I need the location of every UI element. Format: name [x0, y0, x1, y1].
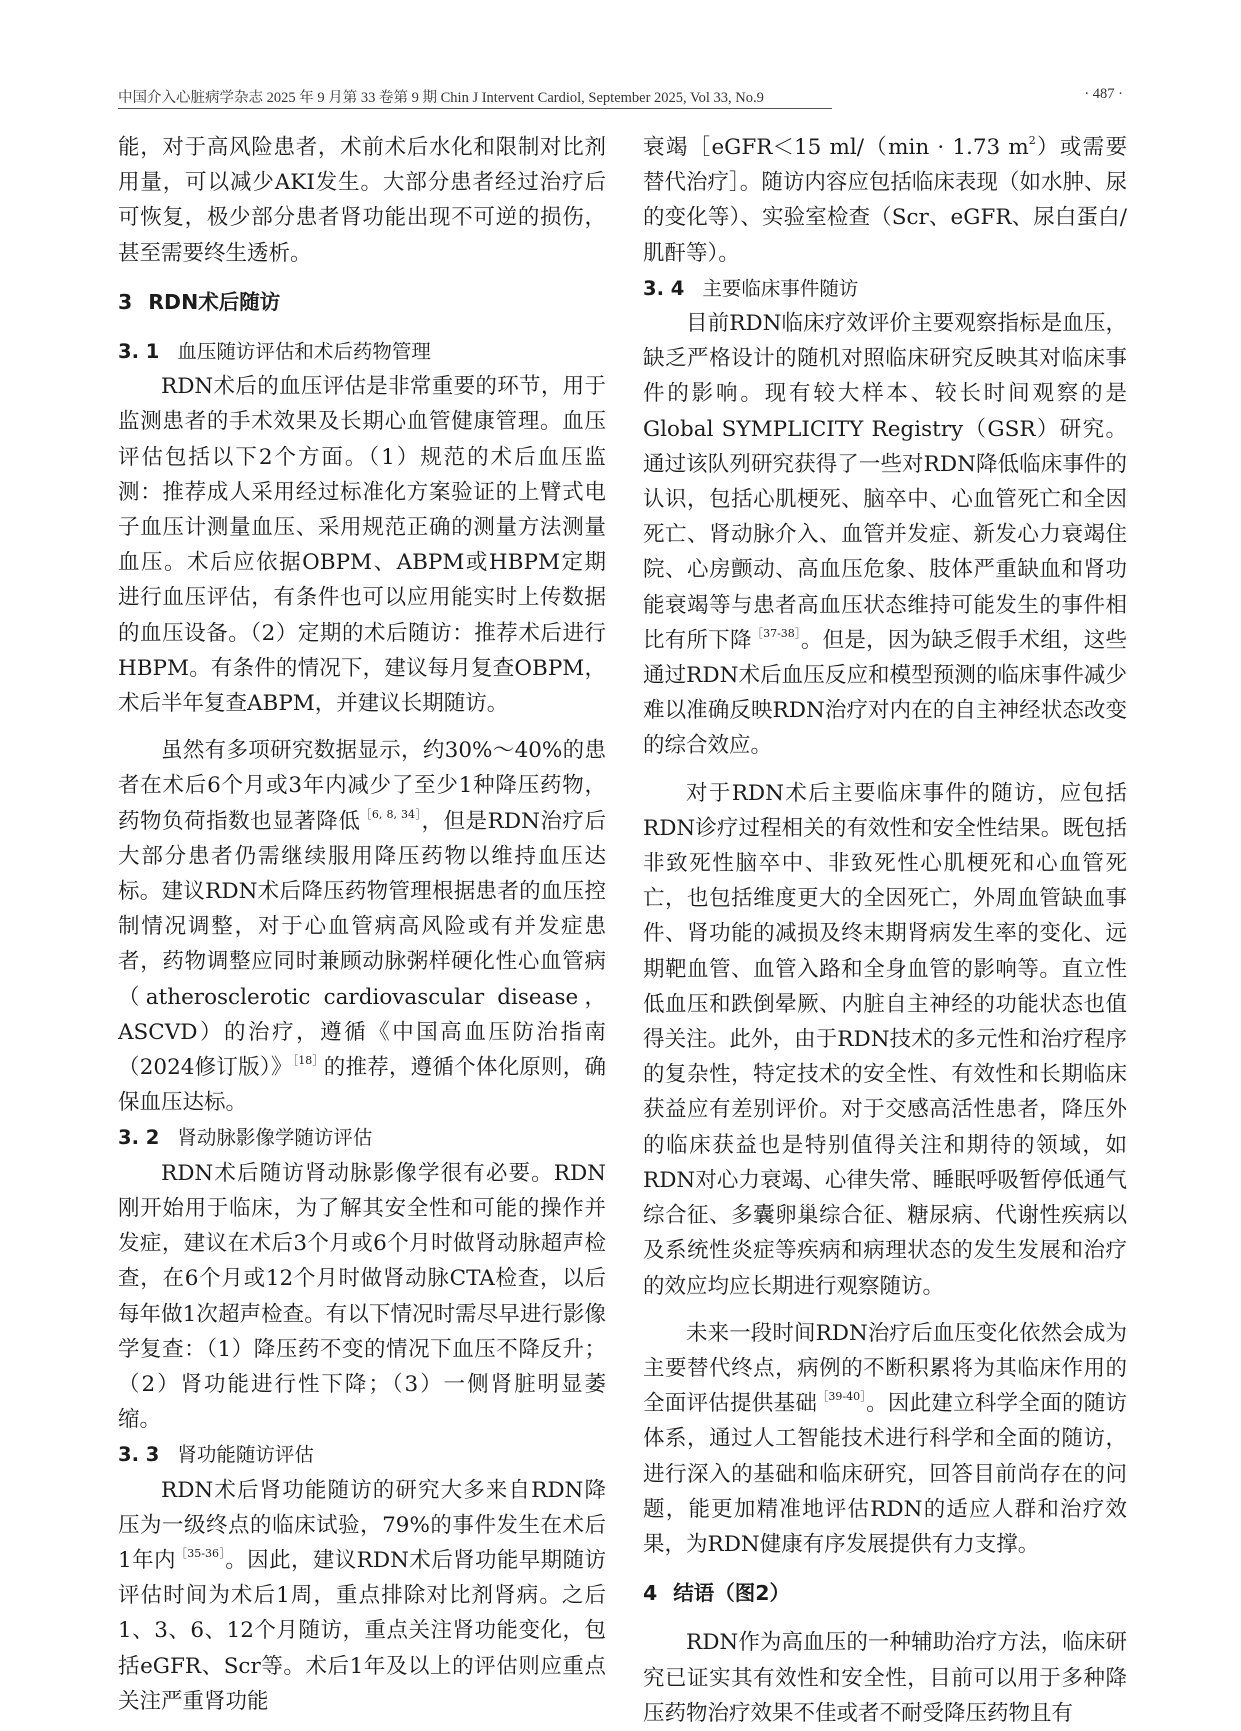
paragraph-3-4-c — [643, 1316, 1127, 1562]
section-number: 3. 1 — [118, 340, 160, 364]
citation-ref: ［39-40］ — [817, 1390, 867, 1404]
section-3-1-heading — [118, 334, 606, 369]
section-number: 4 — [643, 1581, 658, 1606]
section-title: RDN术后随访 — [148, 289, 281, 314]
paragraph-3-1-b — [118, 733, 606, 1120]
section-4-heading — [643, 1576, 1127, 1611]
section-title: 肾动脉影像学随访评估 — [177, 1126, 373, 1150]
section-3-3-heading — [118, 1437, 606, 1472]
journal-citation: 中国介入心脏病学杂志 2025 年 9 月第 33 卷第 9 期 Chin J Intervent Cardiol, September 2025, Vol 33, No.9 — [118, 90, 764, 106]
right-column — [643, 130, 1127, 1731]
paragraph-3-4-b: 对于RDN术后主要临床事件的随访，应包括RDN诊疗过程相关的有效性和安全性结果。既包括非致死性脑卒中、非致死性心肌梗死和心血管死亡，也包括维度更大的全因死亡，外周血管缺血事件、肾功能的减损及终末期肾病发生率的变化、远期靶血管、血管入路和全身血管的影响等。直立性低血压和跌倒晕厥、内脏自主神经的功能状态也值得关注。此外，由于RDN技术的多元性和治疗程序的复杂性，特定技术的安全性、有效性和长期临床获益应有差别评价。对于交感高活性患者，降压外的临床获益也是特别值得关注和期待的领域，如RDN对心力衰竭、心律失常、睡眠呼吸暂停低通气综合征、多囊卵巢综合征、糖尿病、代谢性疾病以及系统性炎症等疾病和病理状态的发生发展和治疗的效应均应长期进行观察随访。 — [643, 780, 1127, 1299]
section-title: 主要临床事件随访 — [702, 276, 859, 300]
paragraph-text: ，但是RDN治疗后大部分患者仍需继续服用降压药物以维持血压达标。建议RDN术后降压药物管理根据患者的血压控制情况调整，对于心血管病高风险或有并发症患者，药物调整应同时兼顾动脉粥样硬化性心血管病（atherosclerotic cardiovascular disease，ASCVD）的治疗，遵循《中国高血压防治指南（2024修订版）》 — [118, 808, 606, 1081]
paragraph-text: 。因此，建议RDN术后肾功能早期随访评估时间为术后1周，重点排除对比剂肾病。之后1、3、6、12个月随访，重点关注肾功能变化，包括eGFR、Scr等。术后1年及以上的评估则应重点关注严重肾功能 — [118, 1547, 606, 1714]
page-number: · 487 · — [1084, 86, 1123, 102]
citation-ref: ［37-38］ — [751, 626, 801, 640]
paragraph-text: 未来一段时间RDN治疗后血压变化依然会成为主要替代终点，病例的不断积累将为其临床作用的全面评估提供基础 — [643, 1320, 1127, 1417]
citation-ref: ［35-36］ — [175, 1546, 226, 1560]
citation-ref: ［6, 8, 34］ — [360, 807, 422, 821]
section-title: 血压随访评估和术后药物管理 — [177, 340, 431, 364]
section-3-4-heading — [643, 271, 1127, 306]
paragraph-text: 虽然有多项研究数据显示，约30%～40%的患者在术后6个月或3年内减少了至少1种降压药物，药物负荷指数也显著降低 — [118, 738, 606, 834]
section-number: 3. 2 — [118, 1126, 160, 1150]
section-number: 3 — [118, 289, 133, 314]
section-3-2-heading — [118, 1120, 606, 1155]
section-number: 3. 4 — [643, 276, 685, 300]
intro-paragraph: 能，对于高风险患者，术前术后水化和限制对比剂用量，可以减少AKI发生。大部分患者经过治疗后可恢复，极少部分患者肾功能出现不可逆的损伤，甚至需要终生透析。 — [118, 135, 606, 266]
section-number: 3. 3 — [118, 1443, 160, 1467]
paragraph-text: ）或需要替代治疗］。随访内容应包括临床表现（如水肿、尿的变化等）、实验室检查（Scr、eGFR、尿白蛋白/肌酐等）。 — [643, 135, 1127, 266]
left-column — [118, 130, 606, 1719]
paragraph-text: RDN术后肾功能随访的研究大多来自RDN降压为一级终点的临床试验，79%的事件发生在术后1年内 — [118, 1477, 606, 1573]
paragraph-4: RDN作为高血压的一种辅助治疗方法，临床研究已证实其有效性和安全性，目前可以用于多种降压药物治疗效果不佳或者不耐受降压药物且有 — [643, 1630, 1127, 1726]
section-title: 结语（图2） — [673, 1581, 791, 1606]
paragraph-3-1-a: RDN术后的血压评估是非常重要的环节，用于监测患者的手术效果及长期心血管健康管理。血压评估包括以下2个方面。（1）规范的术后血压监测：推荐成人采用经过标准化方案验证的上臂式电子血压计测量血压、采用规范正确的测量方法测量血压。术后应依据OBPM、ABPM或HBPM定期进行血压评估，有条件也可以应用能实时上传数据的血压设备。（2）定期的术后随访：推荐术后进行HBPM。有条件的情况下，建议每月复查OBPM，术后半年复查ABPM，并建议长期随访。 — [118, 374, 606, 717]
paragraph-3-3 — [118, 1473, 606, 1719]
paragraph-text: 的推荐，遵循个体化原则，确保血压达标。 — [118, 1055, 606, 1116]
paragraph-3-3-continued — [643, 130, 1127, 271]
section-3-heading — [118, 285, 606, 320]
paragraph-text: 。但是，因为缺乏假手术组，这些通过RDN术后血压反应和模型预测的临床事件减少难以准确反映RDN治疗对内在的自主神经状态改变的综合效应。 — [643, 627, 1127, 759]
running-header — [118, 82, 1123, 108]
paragraph-text: 目前RDN临床疗效评价主要观察指标是血压，缺乏严格设计的随机对照临床研究反映其对临床事件的影响。现有较大样本、较长时间观察的是Global SYMPLICITY Registry（GSR）研究。通过该队列研究获得了一些对RDN降低临床事件的认识，包括心肌梗死、脑卒中、心血管死亡和全因死亡、肾动脉介入、血管并发症、新发心力衰竭住院、心房颤动、高血压危象、肢体严重缺血和肾功能衰竭等与患者高血压状态维持可能发生的事件相比有所下降 — [643, 311, 1127, 653]
superscript: 2 — [1028, 134, 1036, 147]
paragraph-text: 衰竭［eGFR＜15 ml/（min · 1.73 m — [643, 135, 1029, 160]
section-title: 肾功能随访评估 — [177, 1443, 314, 1467]
citation-ref: ［18］ — [292, 1054, 324, 1068]
header-rule — [118, 108, 832, 109]
paragraph-text: 。因此建立科学全面的随访体系，通过人工智能技术进行科学和全面的随访，进行深入的基础和临床研究，回答目前尚存在的问题，能更加精准地评估RDN的适应人群和治疗效果，为RDN健康有序发展提供有力支撑。 — [643, 1391, 1127, 1557]
paragraph-3-4-a — [643, 306, 1127, 764]
paragraph-3-2: RDN术后随访肾动脉影像学很有必要。RDN刚开始用于临床，为了解其安全性和可能的操作并发症，建议在术后3个月或6个月时做肾动脉超声检查，在6个月或12个月时做肾动脉CTA检查，以后每年做1次超声检查。有以下情况时需尽早进行影像学复查：（1）降压药不变的情况下血压不降反升；（2）肾功能进行性下降；（3）一侧肾脏明显萎缩。 — [118, 1160, 606, 1433]
